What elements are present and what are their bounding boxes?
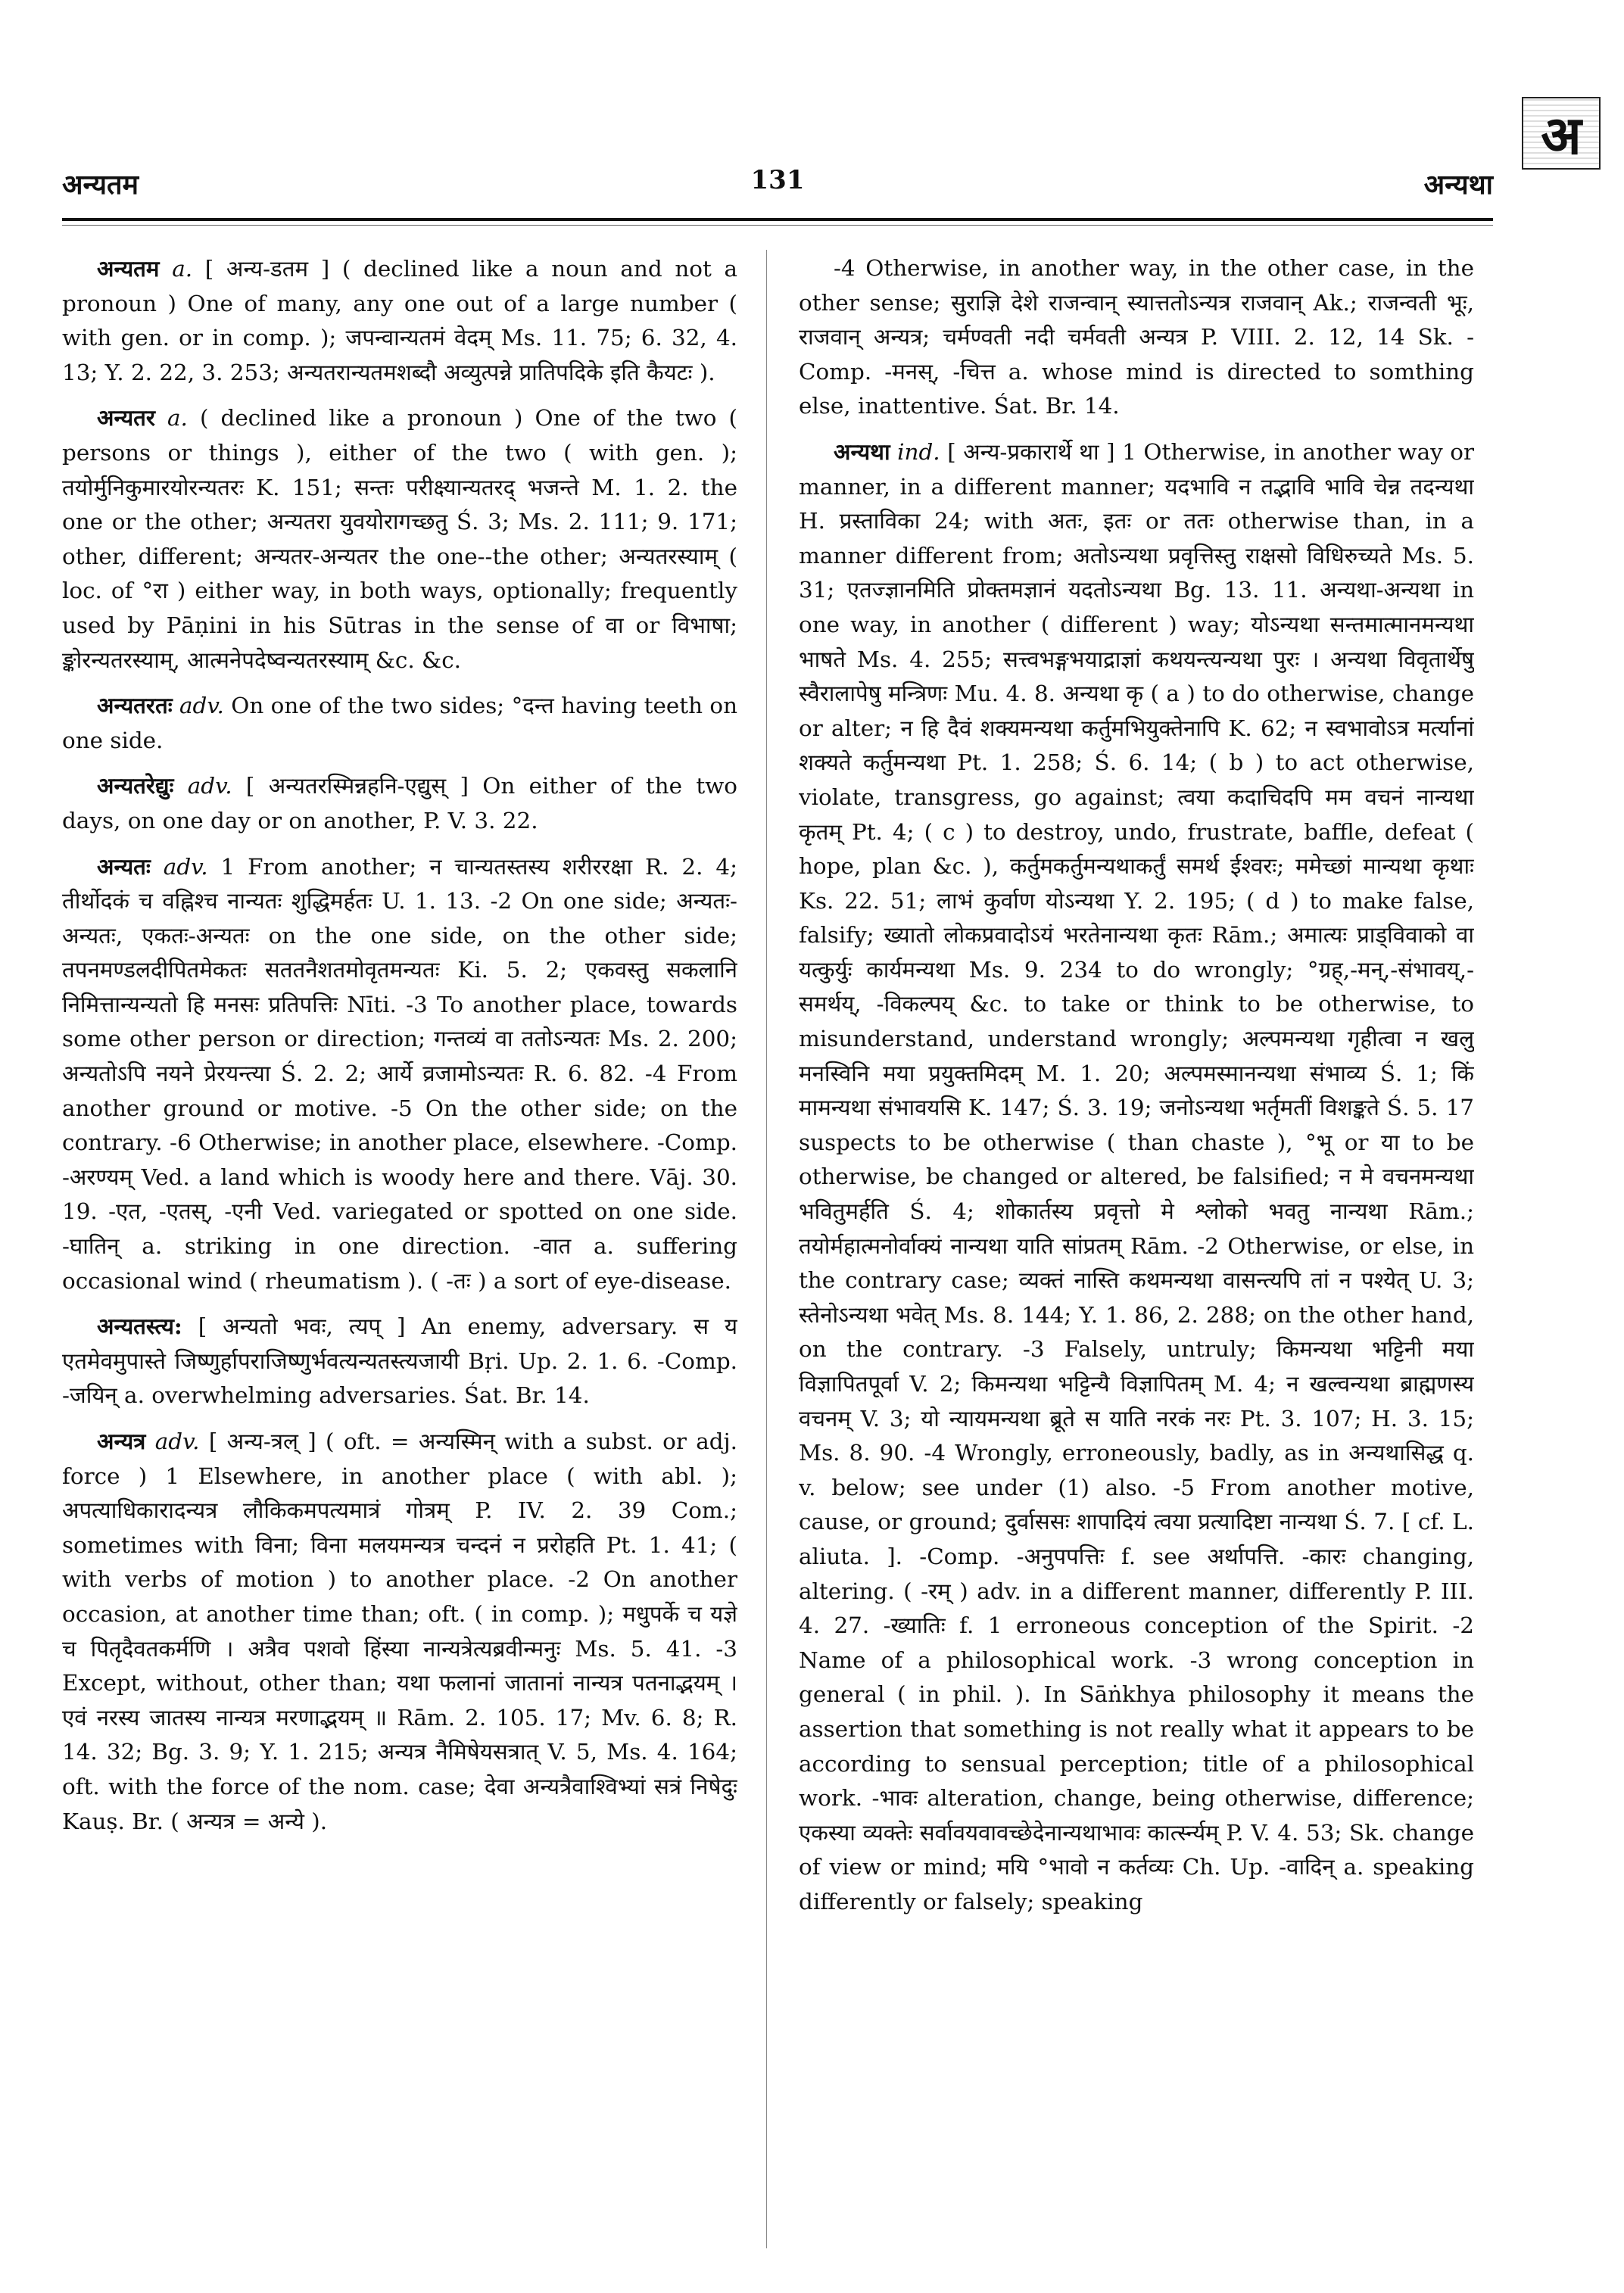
page-header [62,165,1493,210]
headword: अन्यतः [97,852,151,880]
entry-text: [ अन्य-डतम ] ( declined like a noun and not a pronoun ) One of many, any one out of a large number ( with gen. or in comp. ); जपन्वान्यतमं वेदम् Ms. 11. 75; 6. 32, 4. 13; Y. 2. 22, 3. 253; अन्यतरान्यतमशब्दौ अव्युत्पन्ने प्रातिपदिके इति कैयटः ). [62,256,737,385]
header-left-guideword: अन्यतम [62,169,139,201]
header-right-guideword: अन्यथा [1423,169,1493,201]
dictionary-entry [62,849,737,1299]
left-column [62,251,737,2242]
entry-text: [ अन्य-प्रकारार्थे था ] 1 Otherwise, in another way or manner, in a different manner; यदभावि न तद्भावि भावि चेन्न तदन्यथा H. प्रस्ताविका 24; with अतः, इतः or ततः otherwise than, in a manner different from; अतोऽन्यथा प्रवृत्तिस्तु राक्षसो विधिरुच्यते Ms. 5. 31; एतज्ज्ञानमिति प्रोक्तमज्ञानं यदतोऽन्यथा Bg. 13. 11. अन्यथा-अन्यथा in one way, in another ( different ) way; योऽन्यथा सन्तमात्मानमन्यथा भाषते Ms. 4. 255; सत्त्वभङ्गभयाद्राज्ञां कथयन्त्यन्यथा पुरः । अन्यथा विवृतार्थेषु स्वैरालापेषु मन्त्रिणः Mu. 4. 8. अन्यथा कृ ( a ) to do otherwise, change or alter; न हि दैवं शक्यमन्यथा कर्तुमभियुक्तेनापि K. 62; न स्वभावोऽत्र मर्त्यानां शक्यते कर्तुमन्यथा Pt. 1. 258; Ś. 6. 14; ( b ) to act otherwise, violate, transgress, go against; त्वया कदाचिदपि मम वचनं नान्यथा कृतम् Pt. 4; ( c ) to destroy, undo, frustrate, baffle, defeat ( hope, plan &c. ), कर्तुमकर्तुमन्यथाकर्तुं समर्थ ईश्वरः; ममेच्छां मान्यथा कृथाः Ks. 22. 51; लाभं कुर्वाण योऽन्यथा Y. 2. 195; ( d ) to make false, falsify; ख्यातो लोकप्रवादोऽयं भरतेनान्यथा कृतः Rām.; अमात्यः प्राड्विवाको वा यत्कुर्युः कार्यमन्यथा Ms. 9. 234 to do wrongly; °ग्रह्,-मन्,-संभावय्,-समर्थय्, -विकल्पय् &c. to take or think to be otherwise, to misunderstand, understand wrongly; अल्पमन्यथा गृहीत्वा न खलु मनस्विनि मया प्रयुक्तमिदम् M. 1. 20; अल्पमस्मानन्यथा संभाव्य Ś. 1; किं मामन्यथा संभावयसि K. 147; Ś. 3. 19; जनोऽन्यथा भर्तृमतीं विशङ्कते Ś. 5. 17 suspects to be otherwise ( than chaste ), °भू or या to be otherwise, be changed or altered, be falsified; न मे वचनमन्यथा भवितुमर्हति Ś. 4; शोकार्तस्य प्रवृत्तो मे श्लोको भवतु नान्यथा Rām.; तयोर्महात्मनोर्वाक्यं नान्यथा याति सांप्रतम् Rām. -2 Otherwise, or else, in the contrary case; व्यक्तं नास्ति कथमन्यथा वासन्त्यपि तां न पश्येत् U. 3; स्तेनोऽन्यथा भवेत् Ms. 8. 144; Y. 1. 86, 2. 288; on the other hand, on the contrary. -3 Falsely, untruly; किमन्यथा भट्टिनी मया विज्ञापितपूर्वा V. 2; किमन्यथा भट्टिन्यै विज्ञापितम् M. 4; न खल्वन्यथा ब्राह्मणस्य वचनम् V. 3; यो न्यायमन्यथा ब्रूते स याति नरकं नरः Pt. 3. 107; H. 3. 15; Ms. 8. 90. -4 Wrongly, erroneously, badly, as in अन्यथासिद्ध q. v. below; see under (1) also. -5 From another motive, cause, or ground; दुर्वाससः शापादियं त्वया प्रत्यादिष्टा नान्यथा Ś. 7. [ cf. L. aliuta. ]. -Comp. -अनुपपत्तिः f. see अर्थापत्ति. -कारः changing, altering. ( -रम् ) adv. in a different manner, differently P. III. 4. 27. -ख्यातिः f. 1 erroneous conception of the Spirit. -2 Name of a philosophical work. -3 wrong conception in general ( in phil. ). In Sāṅkhya philosophy it means the assertion that something is not really what it appears to be according to sensual perception; title of a philosophical work. -भावः alteration, change, being otherwise, difference; एकस्या व्यक्तेः सर्वावयवावच्छेदेनान्यथाभावः कार्त्स्न्यम् P. V. 4. 53; Sk. change of view or mind; मयि °भावो न कर्तव्यः Ch. Up. -वादिन् a. speaking differently or falsely; speaking [799,438,1474,1914]
entry-continuation [799,251,1474,424]
grammar-label: adv. [163,853,208,880]
headword: अन्यतर [97,404,155,431]
headword: अन्यथा [834,438,890,465]
headword: अन्यतरेद्युः [97,772,174,799]
entry-text: On one of the two sides; °दन्त having teeth on one side. [62,693,737,753]
grammar-label: adv. [179,693,224,719]
grammar-label: adv. [187,773,232,799]
entry-text: [ अन्य-त्रल् ] ( oft. = अन्यस्मिन् with a subst. or adj. force ) 1 Elsewhere, in another place ( with abl. ); अपत्याधिकारादन्यत्र लौकिकमपत्यमात्रं गोत्रम् P. IV. 2. 39 Com.; sometimes with विना; विना मलयमन्यत्र चन्दनं न प्ररोहति Pt. 1. 41; ( with verbs of motion ) to another place. -2 On another occasion, at another time than; oft. ( in comp. ); मधुपर्के च यज्ञे च पितृदैवतकर्मणि । अत्रैव पशवो हिंस्या नान्यत्रेत्यब्रवीन्मनुः Ms. 5. 41. -3 Except, without, other than; यथा फलानां जातानां नान्यत्र पतनाद्भयम् । एवं नरस्य जातस्य नान्यत्र मरणाद्भयम् ॥ Rām. 2. 105. 17; Mv. 6. 8; R. 14. 32; Bg. 3. 9; Y. 1. 215; अन्यत्र नैमिषेयसत्रात् V. 5, Ms. 4. 164; oft. with the force of the nom. case; देवा अन्यत्रैवाश्विभ्यां सत्रं निषेदुः Kauṣ. Br. ( अन्यत्र = अन्ये ). [62,1428,737,1834]
dictionary-entry [62,1424,737,1839]
grammar-label: ind. [897,438,940,465]
dictionary-entry [62,251,737,390]
corner-letter-badge [1522,97,1601,170]
headword: अन्यतस्त्य: [97,1313,182,1340]
dictionary-entry [62,1309,737,1413]
entry-text: ( declined like a pronoun ) One of the two ( persons or things ), either of the two ( with gen. ); तयोर्मुनिकुमारयोरन्यतरः K. 151; सन्तः परीक्ष्यान्यतरद् भजन्ते M. 1. 2. the one or the other; अन्यतरा युवयोरागच्छतु Ś. 3; Ms. 2. 111; 9. 171; other, different; अन्यतर-अन्यतर the one--the other; अन्यतरस्याम् ( loc. of °रा ) either way, in both ways, optionally; frequently used by Pāṇini in his Sūtras in the sense of वा or विभाषा; ङ्कोरन्यतरस्याम्, आत्मनेपदेष्वन्यतरस्याम् &c. &c. [62,405,737,673]
grammar-label: a. [172,256,193,282]
entry-text: [ अन्यतो भवः, त्यप् ] An enemy, adversary. स य एतमेवमुपास्ते जिष्णुर्हापराजिष्णुर्भवत्यन्यतस्त्यजायी Bṛi. Up. 2. 1. 6. -Comp. -जयिन् a. overwhelming adversaries. Śat. Br. 14. [62,1313,737,1409]
column-divider [766,250,767,2248]
dictionary-entry [62,768,737,838]
dictionary-entry [62,688,737,758]
header-rule-thin [62,225,1493,226]
headword: अन्यतरतः [97,692,173,719]
page-number: 131 [750,165,805,195]
header-rule [62,218,1493,221]
entry-text: -4 Otherwise, in another way, in the other case, in the other sense; सुराज्ञि देशे राजन्वान् स्यात्ततोऽन्यत्र राजवान् Ak.; राजन्वती भूः, राजवान् अन्यत्र; चर्मण्वती नदी चर्मवती अन्यत्र P. VIII. 2. 12, 14 Sk. -Comp. -मनस्, -चित्त a. whose mind is directed to somthing else, inattentive. Śat. Br. 14. [799,255,1474,419]
headword: अन्यतम [97,255,160,282]
dictionary-entry [799,435,1474,1920]
headword: अन्यत्र [97,1428,146,1454]
entry-text: [ अन्यतरस्मिन्नहनि-एद्युस् ] On either of the two days, on one day or on another, P. V. 3. 22. [62,773,737,833]
corner-letter: अ [1541,104,1582,167]
grammar-label: adv. [154,1428,200,1454]
entry-text: 1 From another; न चान्यतस्तस्य शरीररक्षा R. 2. 4; तीर्थोदकं च वह्निश्च नान्यतः शुद्धिमर्हतः U. 1. 13. -2 On one side; अन्यतः-अन्यतः, एकतः-अन्यतः on the one side, on the other side; तपनमण्डलदीपितमेकतः सततनैशतमोवृतमन्यतः Ki. 5. 2; एकवस्तु सकलानि निमित्तान्यन्यतो हि मनसः प्रतिपत्तिः Nīti. -3 To another place, towards some other person or direction; गन्तव्यं वा ततोऽन्यतः Ms. 2. 200; अन्यतोऽपि नयने प्रेरयन्त्या Ś. 2. 2; आर्ये व्रजामोऽन्यतः R. 6. 82. -4 From another ground or motive. -5 On the other side; on the contrary. -6 Otherwise; in another place, elsewhere. -Comp. -अरण्यम् Ved. a land which is woody here and there. Vāj. 30. 19. -एत, -एतस्, -एनी Ved. variegated or spotted on one side. -घातिन् a. striking in one direction. -वात a. suffering occasional wind ( rheumatism ). ( -तः ) a sort of eye-disease. [62,853,737,1294]
dictionary-entry [62,400,737,678]
grammar-label: a. [167,405,188,431]
right-column [799,251,1474,2242]
